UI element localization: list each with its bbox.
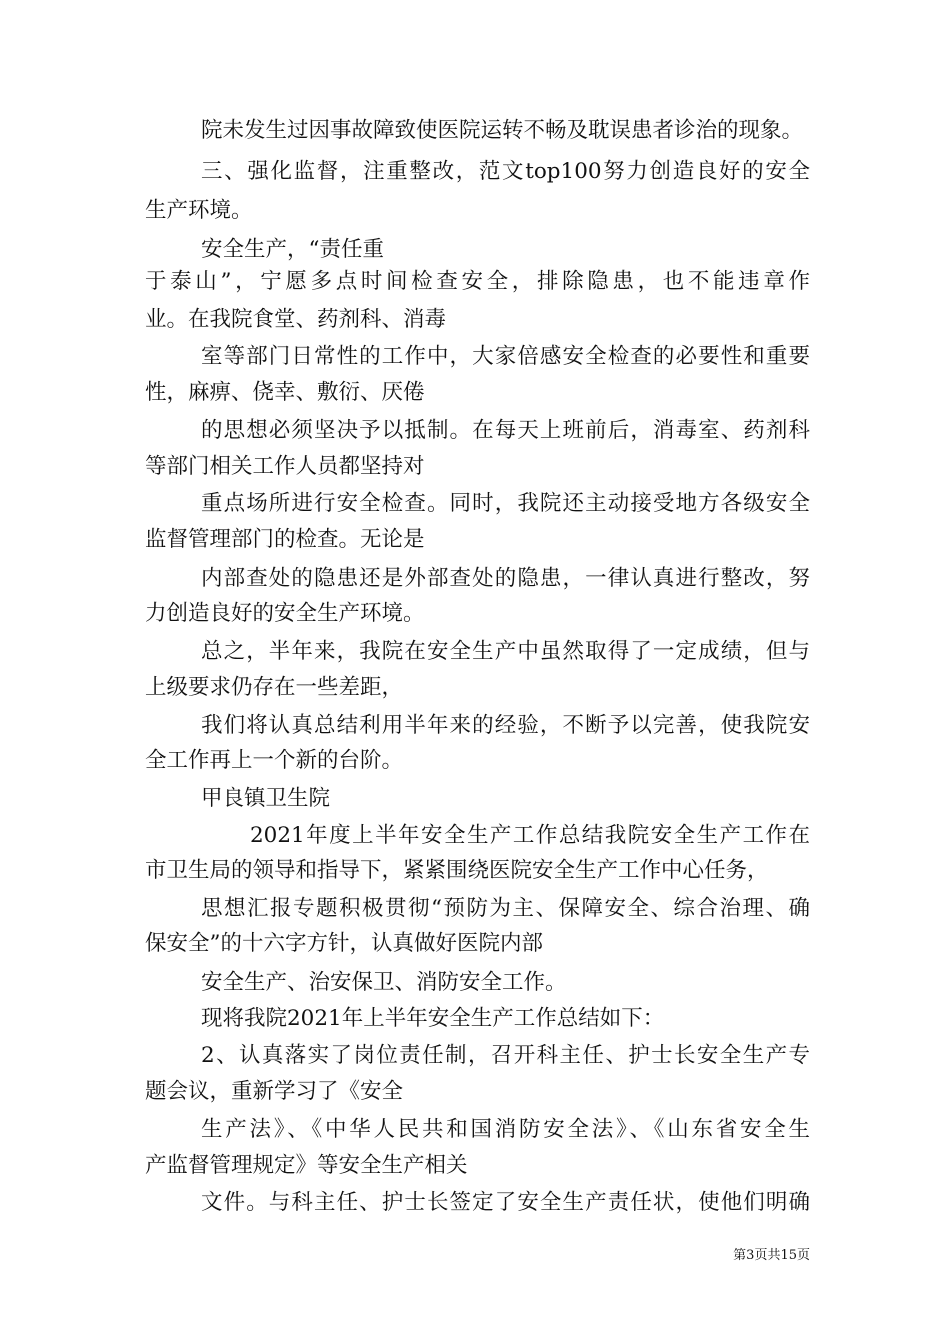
text-line-25: 现将我院2021年上半年安全生产工作总结如下：: [201, 1006, 665, 1031]
text-line-24: 安全生产、治安保卫、消防安全工作。: [201, 970, 567, 995]
text-line-19: 甲良镇卫生院: [201, 786, 331, 811]
text-line-20: 2021年度上半年安全生产工作总结我院安全生产工作在: [250, 823, 810, 848]
text-line-30: 文件。与科主任、护士长签定了安全生产责任状，使他们明确: [201, 1190, 810, 1215]
text-line-23: 保安全”的十六字方针，认真做好医院内部: [145, 931, 543, 956]
text-line-22: 思想汇报专题积极贯彻“预防为主、保障安全、综合治理、确: [201, 896, 810, 921]
text-line-14: 力创造良好的安全生产环境。: [145, 601, 425, 626]
text-line-8: 性，麻痹、侥幸、敷衍、厌倦: [145, 380, 425, 405]
text-line-9: 的思想必须坚决予以抵制。在每天上班前后，消毒室、药剂科: [201, 418, 810, 443]
text-line-21: 市卫生局的领导和指导下，紧紧围绕医院安全生产工作中心任务，: [145, 858, 769, 883]
text-line-27: 题会议，重新学习了《安全: [145, 1079, 404, 1104]
text-line-3: 生产环境。: [145, 198, 253, 223]
text-line-12: 监督管理部门的检查。无论是: [145, 527, 425, 552]
text-line-4: 安全生产，“责任重: [201, 237, 384, 262]
text-line-13: 内部查处的隐患还是外部查处的隐患，一律认真进行整改，努: [201, 566, 810, 591]
text-line-15: 总之，半年来，我院在安全生产中虽然取得了一定成绩，但与: [201, 639, 810, 664]
text-line-1: 院未发生过因事故障致使医院运转不畅及耽误患者诊治的现象。: [201, 118, 804, 143]
text-line-7: 室等部门日常性的工作中，大家倍感安全检查的必要性和重要: [201, 344, 810, 369]
text-line-26: 2、认真落实了岗位责任制，召开科主任、护士长安全生产专: [201, 1043, 810, 1068]
page-number-footer: 第3页共15页: [733, 1248, 810, 1263]
text-line-18: 全工作再上一个新的台阶。: [145, 748, 404, 773]
text-line-17: 我们将认真总结利用半年来的经验，不断予以完善，使我院安: [201, 713, 810, 738]
text-line-5: 于泰山”，宁愿多点时间检查安全，排除隐患，也不能违章作: [145, 269, 810, 294]
text-line-11: 重点场所进行安全检查。同时，我院还主动接受地方各级安全: [201, 491, 810, 516]
text-line-10: 等部门相关工作人员都坚持对: [145, 454, 425, 479]
text-line-28: 生产法》、《中华人民共和国消防安全法》、《山东省安全生: [201, 1117, 810, 1142]
text-line-2: 三、强化监督，注重整改，范文top100努力创造良好的安全: [201, 159, 810, 184]
text-line-16: 上级要求仍存在一些差距，: [145, 675, 404, 700]
text-line-6: 业。在我院食堂、药剂科、消毒: [145, 307, 447, 332]
text-line-29: 产监督管理规定》等安全生产相关: [145, 1153, 468, 1178]
